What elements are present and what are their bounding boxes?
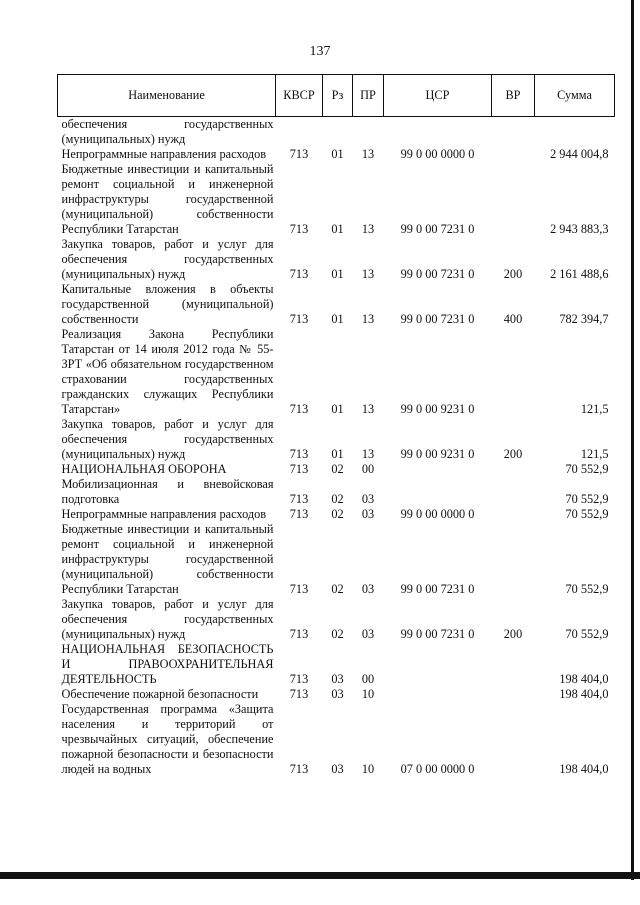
row-csr: 99 0 00 9231 0 [400,447,475,461]
row-sum: 2 161 488,6 [550,267,609,281]
row-pr: 10 [361,762,375,776]
table-row [58,642,615,687]
row-csr: 99 0 00 0000 0 [400,507,475,521]
row-name: Мобилизационная и вневойсковая подготовка [61,477,274,506]
table-row [58,327,615,417]
table-row [58,597,615,642]
table-row [58,147,615,162]
row-kvsr: 713 [289,582,309,596]
row-rz: 01 [331,402,344,416]
row-pr: 03 [361,507,375,521]
row-vr [492,702,535,777]
row-csr: 99 0 00 7231 0 [400,267,475,281]
row-name: Государственная программа «Защита населения и территорий от чрезвычайных ситуаций, обеспечение пожарной безопасности и безопасности людей на водных [61,702,274,776]
row-vr [492,522,535,597]
row-csr [384,687,492,702]
table-row [58,702,615,777]
row-kvsr: 713 [289,447,309,461]
table-row [58,507,615,522]
row-rz: 02 [331,507,344,521]
header-sum: Сумма [535,75,615,117]
row-vr: 200 [503,627,523,641]
row-kvsr: 713 [289,627,309,641]
row-rz [323,117,353,148]
row-name: Обеспечение пожарной безопасности [61,687,259,701]
row-csr: 99 0 00 7231 0 [400,582,475,596]
row-kvsr: 713 [289,672,309,686]
row-csr [384,462,492,477]
row-vr [492,462,535,477]
row-kvsr: 713 [289,312,309,326]
row-pr: 13 [361,402,375,416]
row-rz: 03 [331,672,344,686]
table-row [58,687,615,702]
row-csr: 99 0 00 7231 0 [400,222,475,236]
row-rz: 01 [331,267,344,281]
row-sum [535,117,615,148]
row-rz: 03 [331,687,344,701]
header-csr: ЦСР [384,75,492,117]
row-name: Реализация Закона Республики Татарстан от 14 июля 2012 года № 55-ЗРТ «Об обязательном государственном страховании государственных гражданских служащих Республики Татарстан» [61,327,274,416]
row-sum: 121,5 [580,402,609,416]
table-row [58,117,615,148]
table-row [58,477,615,507]
row-vr: 200 [503,267,523,281]
row-name: Непрограммные направления расходов [61,147,267,161]
row-name: Закупка товаров, работ и услуг для обеспечения государственных (муниципальных) нужд [61,417,274,461]
row-vr [492,687,535,702]
table-row [58,237,615,282]
row-sum: 70 552,9 [565,582,609,596]
table-body [58,117,615,778]
row-name: НАЦИОНАЛЬНАЯ БЕЗОПАСНОСТЬ И ПРАВООХРАНИТЕЛЬНАЯ ДЕЯТЕЛЬНОСТЬ [61,642,274,686]
row-csr: 99 0 00 7231 0 [400,627,475,641]
row-kvsr: 713 [289,222,309,236]
row-pr: 13 [361,447,375,461]
row-rz: 02 [331,492,344,506]
row-csr: 07 0 00 0000 0 [400,762,475,776]
row-vr [492,162,535,237]
header-rz: Рз [323,75,353,117]
row-kvsr: 713 [289,507,309,521]
row-rz: 01 [331,312,344,326]
row-name: обеспечения государственных (муниципальных) нужд [61,117,274,146]
row-pr: 03 [361,627,375,641]
row-rz: 03 [331,762,344,776]
row-vr [492,147,535,162]
row-name: Бюджетные инвестиции и капитальный ремонт социальной и инженерной инфраструктуры государственной (муниципальной) собственности Республики Татарстан [61,522,274,596]
row-rz: 02 [331,627,344,641]
page-border-bottom [0,872,640,879]
row-pr: 13 [361,267,375,281]
row-vr [492,507,535,522]
row-sum: 70 552,9 [565,627,609,641]
table-row [58,522,615,597]
row-sum: 70 552,9 [565,462,609,476]
row-vr [492,477,535,507]
row-pr: 13 [361,222,375,236]
row-csr [384,117,492,148]
header-kvsr: КВСР [276,75,323,117]
row-kvsr: 713 [289,762,309,776]
row-vr [492,642,535,687]
row-name: Закупка товаров, работ и услуг для обеспечения государственных (муниципальных) нужд [61,597,274,641]
row-csr [384,642,492,687]
row-pr: 00 [361,672,375,686]
row-sum: 198 404,0 [559,672,609,686]
row-rz: 02 [331,462,344,476]
row-rz: 01 [331,222,344,236]
row-kvsr: 713 [289,147,309,161]
row-name: НАЦИОНАЛЬНАЯ ОБОРОНА [61,462,227,476]
row-sum: 2 944 004,8 [550,147,609,161]
row-pr: 03 [361,492,375,506]
row-sum: 121,5 [580,447,609,461]
row-rz: 01 [331,447,344,461]
row-sum: 198 404,0 [559,762,609,776]
row-sum: 70 552,9 [565,507,609,521]
page-border-right [631,0,634,880]
row-sum: 198 404,0 [559,687,609,701]
row-vr: 400 [503,312,523,326]
row-kvsr: 713 [289,402,309,416]
row-pr: 00 [361,462,375,476]
table-row [58,282,615,327]
table-row [58,162,615,237]
budget-table [57,74,615,777]
row-sum: 2 943 883,3 [550,222,609,236]
row-pr: 03 [361,582,375,596]
row-name: Бюджетные инвестиции и капитальный ремонт социальной и инженерной инфраструктуры государственной (муниципальной) собственности Республики Татарстан [61,162,274,236]
row-vr [492,327,535,417]
row-csr: 99 0 00 9231 0 [400,402,475,416]
row-rz: 02 [331,582,344,596]
row-csr: 99 0 00 0000 0 [400,147,475,161]
table-header-row [58,75,615,117]
row-rz: 01 [331,147,344,161]
row-name: Капитальные вложения в объекты государственной (муниципальной) собственности [61,282,274,326]
header-pr: ПР [353,75,384,117]
row-pr: 13 [361,312,375,326]
row-name: Непрограммные направления расходов [61,507,267,521]
row-csr: 99 0 00 7231 0 [400,312,475,326]
row-kvsr: 713 [289,267,309,281]
row-kvsr: 713 [289,687,309,701]
table-row [58,417,615,462]
row-pr: 13 [361,147,375,161]
row-kvsr: 713 [289,462,309,476]
row-sum: 70 552,9 [565,492,609,506]
row-kvsr: 713 [289,492,309,506]
row-vr: 200 [503,447,523,461]
header-name: Наименование [58,75,276,117]
table-row [58,462,615,477]
row-sum: 782 394,7 [559,312,609,326]
row-csr [384,477,492,507]
header-vr: ВР [492,75,535,117]
page-number: 137 [309,44,331,59]
row-pr: 10 [361,687,375,701]
row-kvsr [276,117,323,148]
row-pr [353,117,384,148]
row-name: Закупка товаров, работ и услуг для обеспечения государственных (муниципальных) нужд [61,237,274,281]
row-vr [492,117,535,148]
